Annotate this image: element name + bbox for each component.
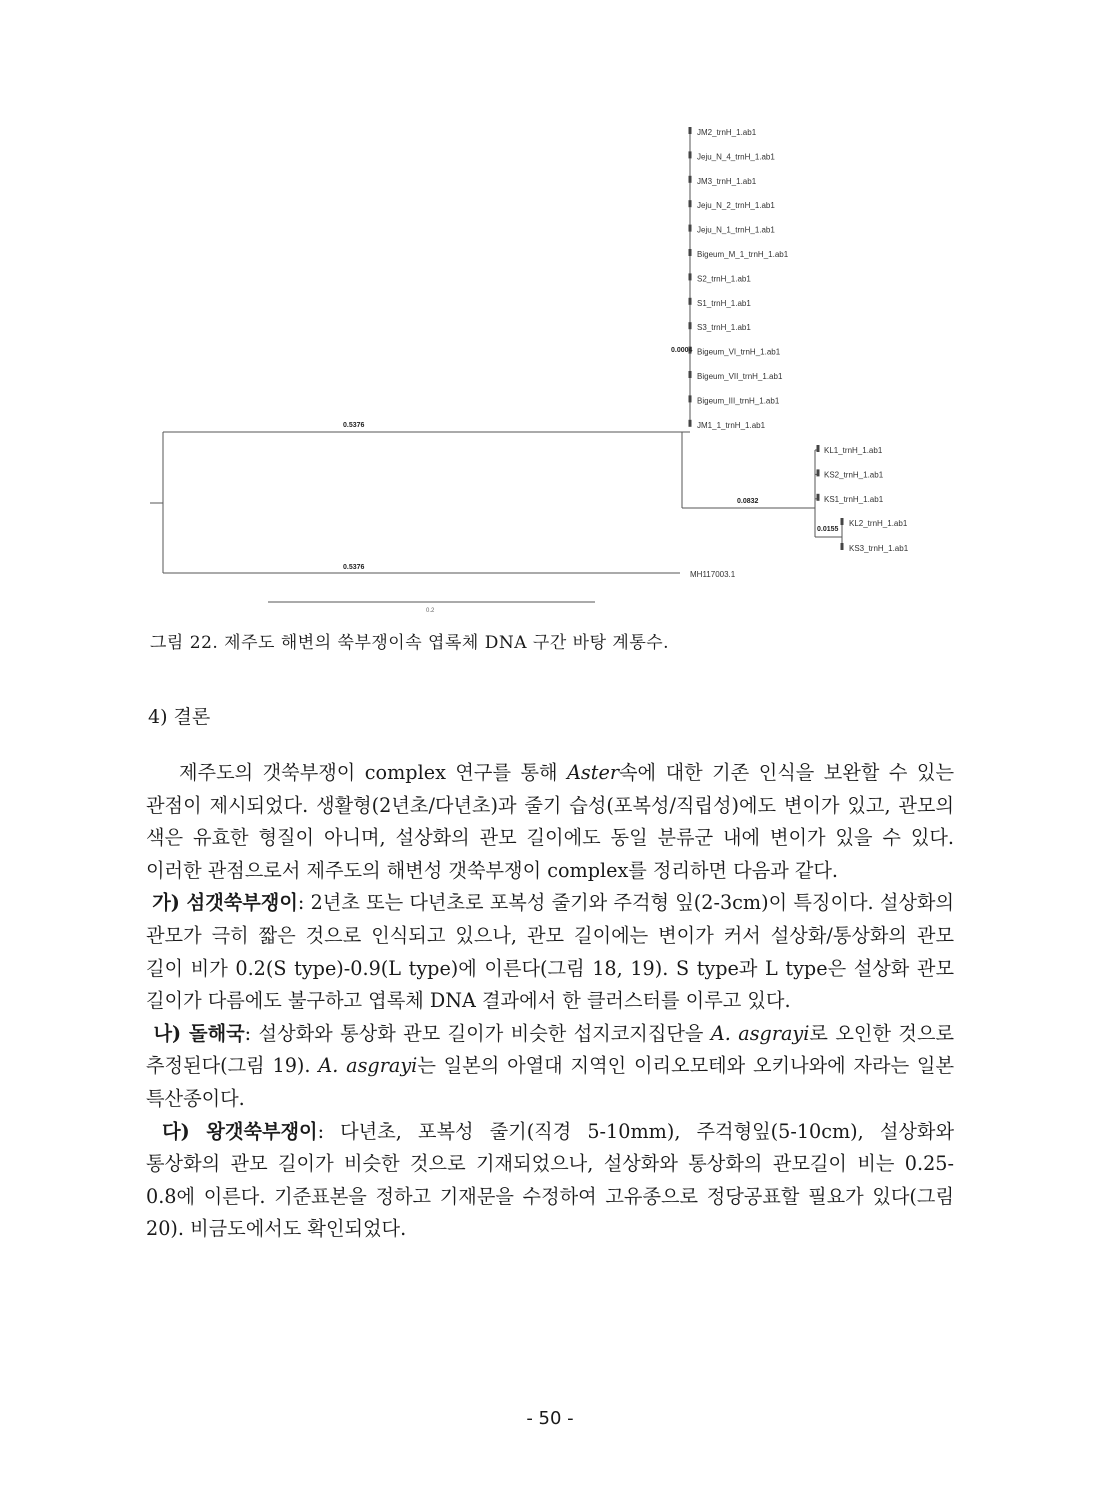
tree-leaf-label: KL2_trnH_1.ab1 [849,519,908,528]
intro-paragraph [146,757,954,887]
tree-leaf-label: Bigeum_VI_trnH_1.ab1 [697,347,781,357]
item-na-text-a: : 설상화와 통상화 관모 길이가 비슷한 섭지코지집단을 [244,1021,711,1045]
node-marker [841,543,844,550]
node-marker [689,176,692,183]
intro-text-b: 속에 대한 기존 인식을 보완할 수 있는 관점이 제시되었다. 생활형(2년초/다년초)과 줄기 습성(포복성/직립성)에도 변이가 있고, 관모의 색은 유효한 형질이 아니며, 설상화의 관모 길이에도 동일 분류군 내에 변이가 있을 수 있다. 이러한 관점으로서 제주도의 해변성 갯쑥부쟁이 complex를 정리하면 다음과 같다. [146,761,955,882]
node-marker [689,200,692,207]
species-name: A. asgrayi [318,1054,418,1078]
branch-length-lower: 0.5376 [343,564,365,571]
item-da [146,1116,954,1246]
node-marker [817,469,820,476]
node-marker [689,151,692,158]
tree-leaf-label: Bigeum_III_trnH_1.ab1 [697,396,780,406]
tree-leaf-label: Bigeum_M_1_trnH_1.ab1 [697,250,789,259]
item-na [146,1018,954,1116]
tree-leaf-labels [697,128,909,553]
branch-length-cluster1: 0.0004 [671,347,693,354]
tree-leaf-label: Jeju_N_2_trnH_1.ab1 [697,201,775,211]
tree-leaf-label: Bigeum_VII_trnH_1.ab1 [697,372,783,381]
conclusion-body [146,757,954,1246]
node-marker [817,445,820,452]
node-marker [841,518,844,525]
tree-leaf-label: KS1_trnH_1.ab1 [824,494,884,504]
species-name: A. asgrayi [710,1021,810,1045]
item-da-label: 다) 왕갯쑥부쟁이 [162,1119,318,1143]
item-ga [146,887,954,1017]
tree-node-markers [689,127,844,550]
node-marker [689,322,692,329]
branch-length-cluster3: 0.0155 [817,526,839,533]
phylogenetic-tree [0,0,1100,620]
node-marker [689,273,692,280]
node-marker [689,127,692,134]
item-na-text-c: 는 일본의 아열대 지역인 이리오모테와 오키나와에 자라는 일본 특산종이다. [146,1054,955,1110]
genus-name: Aster [567,761,620,784]
tree-leaf-label: S3_trnH_1.ab1 [697,323,751,333]
outgroup-label: MH117003.1 [690,570,736,579]
item-ga-label: 가) 섬갯쑥부쟁이 [152,891,298,915]
scale-bar-label: 0.2 [426,608,435,614]
branch-length-upper: 0.5376 [343,422,365,429]
tree-leaf-label: Jeju_N_1_trnH_1.ab1 [697,225,775,235]
intro-text-a: 제주도의 갯쑥부쟁이 complex 연구를 통해 [179,761,568,784]
tree-leaf-label: S2_trnH_1.ab1 [697,274,751,284]
tree-leaf-label: JM3_trnH_1.ab1 [697,176,757,186]
node-marker [689,371,692,378]
tree-leaf-label: S1_trnH_1.ab1 [697,298,751,308]
node-marker [689,395,692,402]
item-ga-text: : 2년초 또는 다년초로 포복성 줄기와 주걱형 잎(2-3cm)이 특징이다. 설상화의 관모가 극히 짧은 것으로 인식되고 있으나, 관모 길이에는 변이가 커서 설상화/통상화의 관모 길이 비가 0.2(S type)-0.9(L type)에 이른다(그림 18, 19). S type과 L type은 설상화 관모 길이가 다름에도 불구하고 엽록체 DNA 결과에서 한 클러스터를 이루고 있다. [146,891,954,1013]
page-number: - 50 - [526,1408,574,1429]
branch-length-cluster2: 0.0832 [737,498,759,505]
node-marker [689,420,692,427]
node-marker [689,225,692,232]
item-na-text-b: 로 오인한 것으로 추정된다(그림 19). [146,1021,955,1078]
node-marker [689,249,692,256]
tree-leaf-label: KS2_trnH_1.ab1 [824,470,884,480]
tree-leaf-label: JM1_1_trnH_1.ab1 [697,420,766,430]
node-marker [817,494,820,501]
section-heading: 4) 결론 [148,706,211,728]
item-na-label: 나) 돌해국 [153,1021,245,1045]
tree-leaf-label: KS3_trnH_1.ab1 [849,544,909,553]
figure-caption: 그림 22. 제주도 해변의 쑥부쟁이속 엽록체 DNA 구간 바탕 계통수. [150,633,670,653]
tree-leaf-label: Jeju_N_4_trnH_1.ab1 [697,152,775,162]
node-marker [689,298,692,305]
item-da-text: : 다년초, 포복성 줄기(직경 5-10mm), 주걱형잎(5-10cm), 설상화와 통상화의 관모 길이가 비슷한 것으로 기재되었으나, 설상화와 통상화의 관모길이 비는 0.25-0.8에 이른다. 기준표본을 정하고 기재문을 수정하여 고유종으로 정당공표할 필요가 있다(그림 20). 비금도에서도 확인되었다. [146,1119,954,1241]
tree-leaf-label: KL1_trnH_1.ab1 [824,446,883,455]
tree-leaf-label: JM2_trnH_1.ab1 [697,128,757,137]
